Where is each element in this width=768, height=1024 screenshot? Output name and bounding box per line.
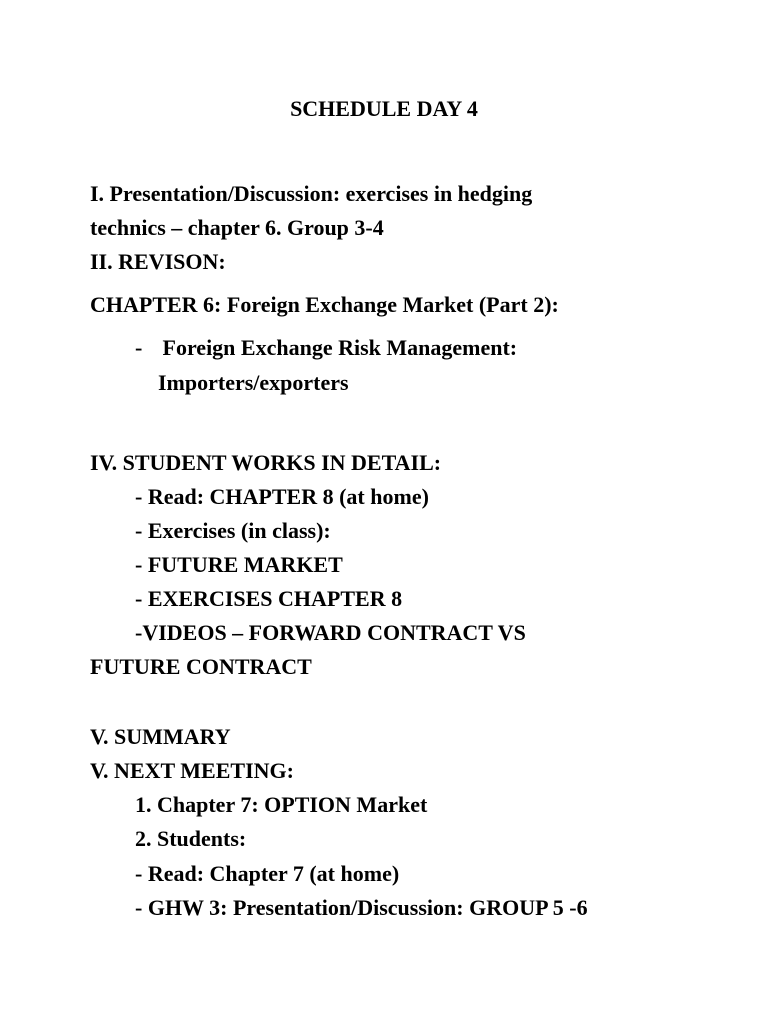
section-4-item-1: - Read: CHAPTER 8 (at home) [135, 484, 429, 509]
bullet-text-line-2: Importers/exporters [158, 370, 349, 395]
bullet-marker: - [135, 335, 143, 360]
section-4-continuation: FUTURE CONTRACT [90, 654, 312, 679]
document-title: SCHEDULE DAY 4 [290, 96, 478, 121]
next-meeting-item-3: - Read: Chapter 7 (at home) [135, 861, 400, 886]
section-4-item-5: -VIDEOS – FORWARD CONTRACT VS [135, 620, 526, 645]
summary-heading: V. SUMMARY [90, 724, 231, 749]
bullet-item [135, 335, 517, 361]
section-4-item-3: - FUTURE MARKET [135, 552, 343, 577]
section-4-heading: IV. STUDENT WORKS IN DETAIL: [90, 450, 442, 475]
section-4-item-4: - EXERCISES CHAPTER 8 [135, 586, 403, 611]
section-1-line-1: I. Presentation/Discussion: exercises in hedging [90, 181, 533, 206]
next-meeting-item-1: 1. Chapter 7: OPTION Market [135, 792, 428, 817]
section-1-line-2: technics – chapter 6. Group 3-4 [90, 215, 384, 240]
next-meeting-item-2: 2. Students: [135, 826, 247, 851]
next-meeting-item-4: - GHW 3: Presentation/Discussion: GROUP 5 -6 [135, 895, 588, 920]
section-4-item-2: - Exercises (in class): [135, 518, 331, 543]
bullet-text-line-1: Foreign Exchange Risk Management: [162, 335, 518, 360]
section-2-heading: II. REVISON: [90, 249, 226, 274]
chapter-6-line: CHAPTER 6: Foreign Exchange Market (Part 2): [90, 292, 559, 317]
next-meeting-heading: V. NEXT MEETING: [90, 758, 294, 783]
